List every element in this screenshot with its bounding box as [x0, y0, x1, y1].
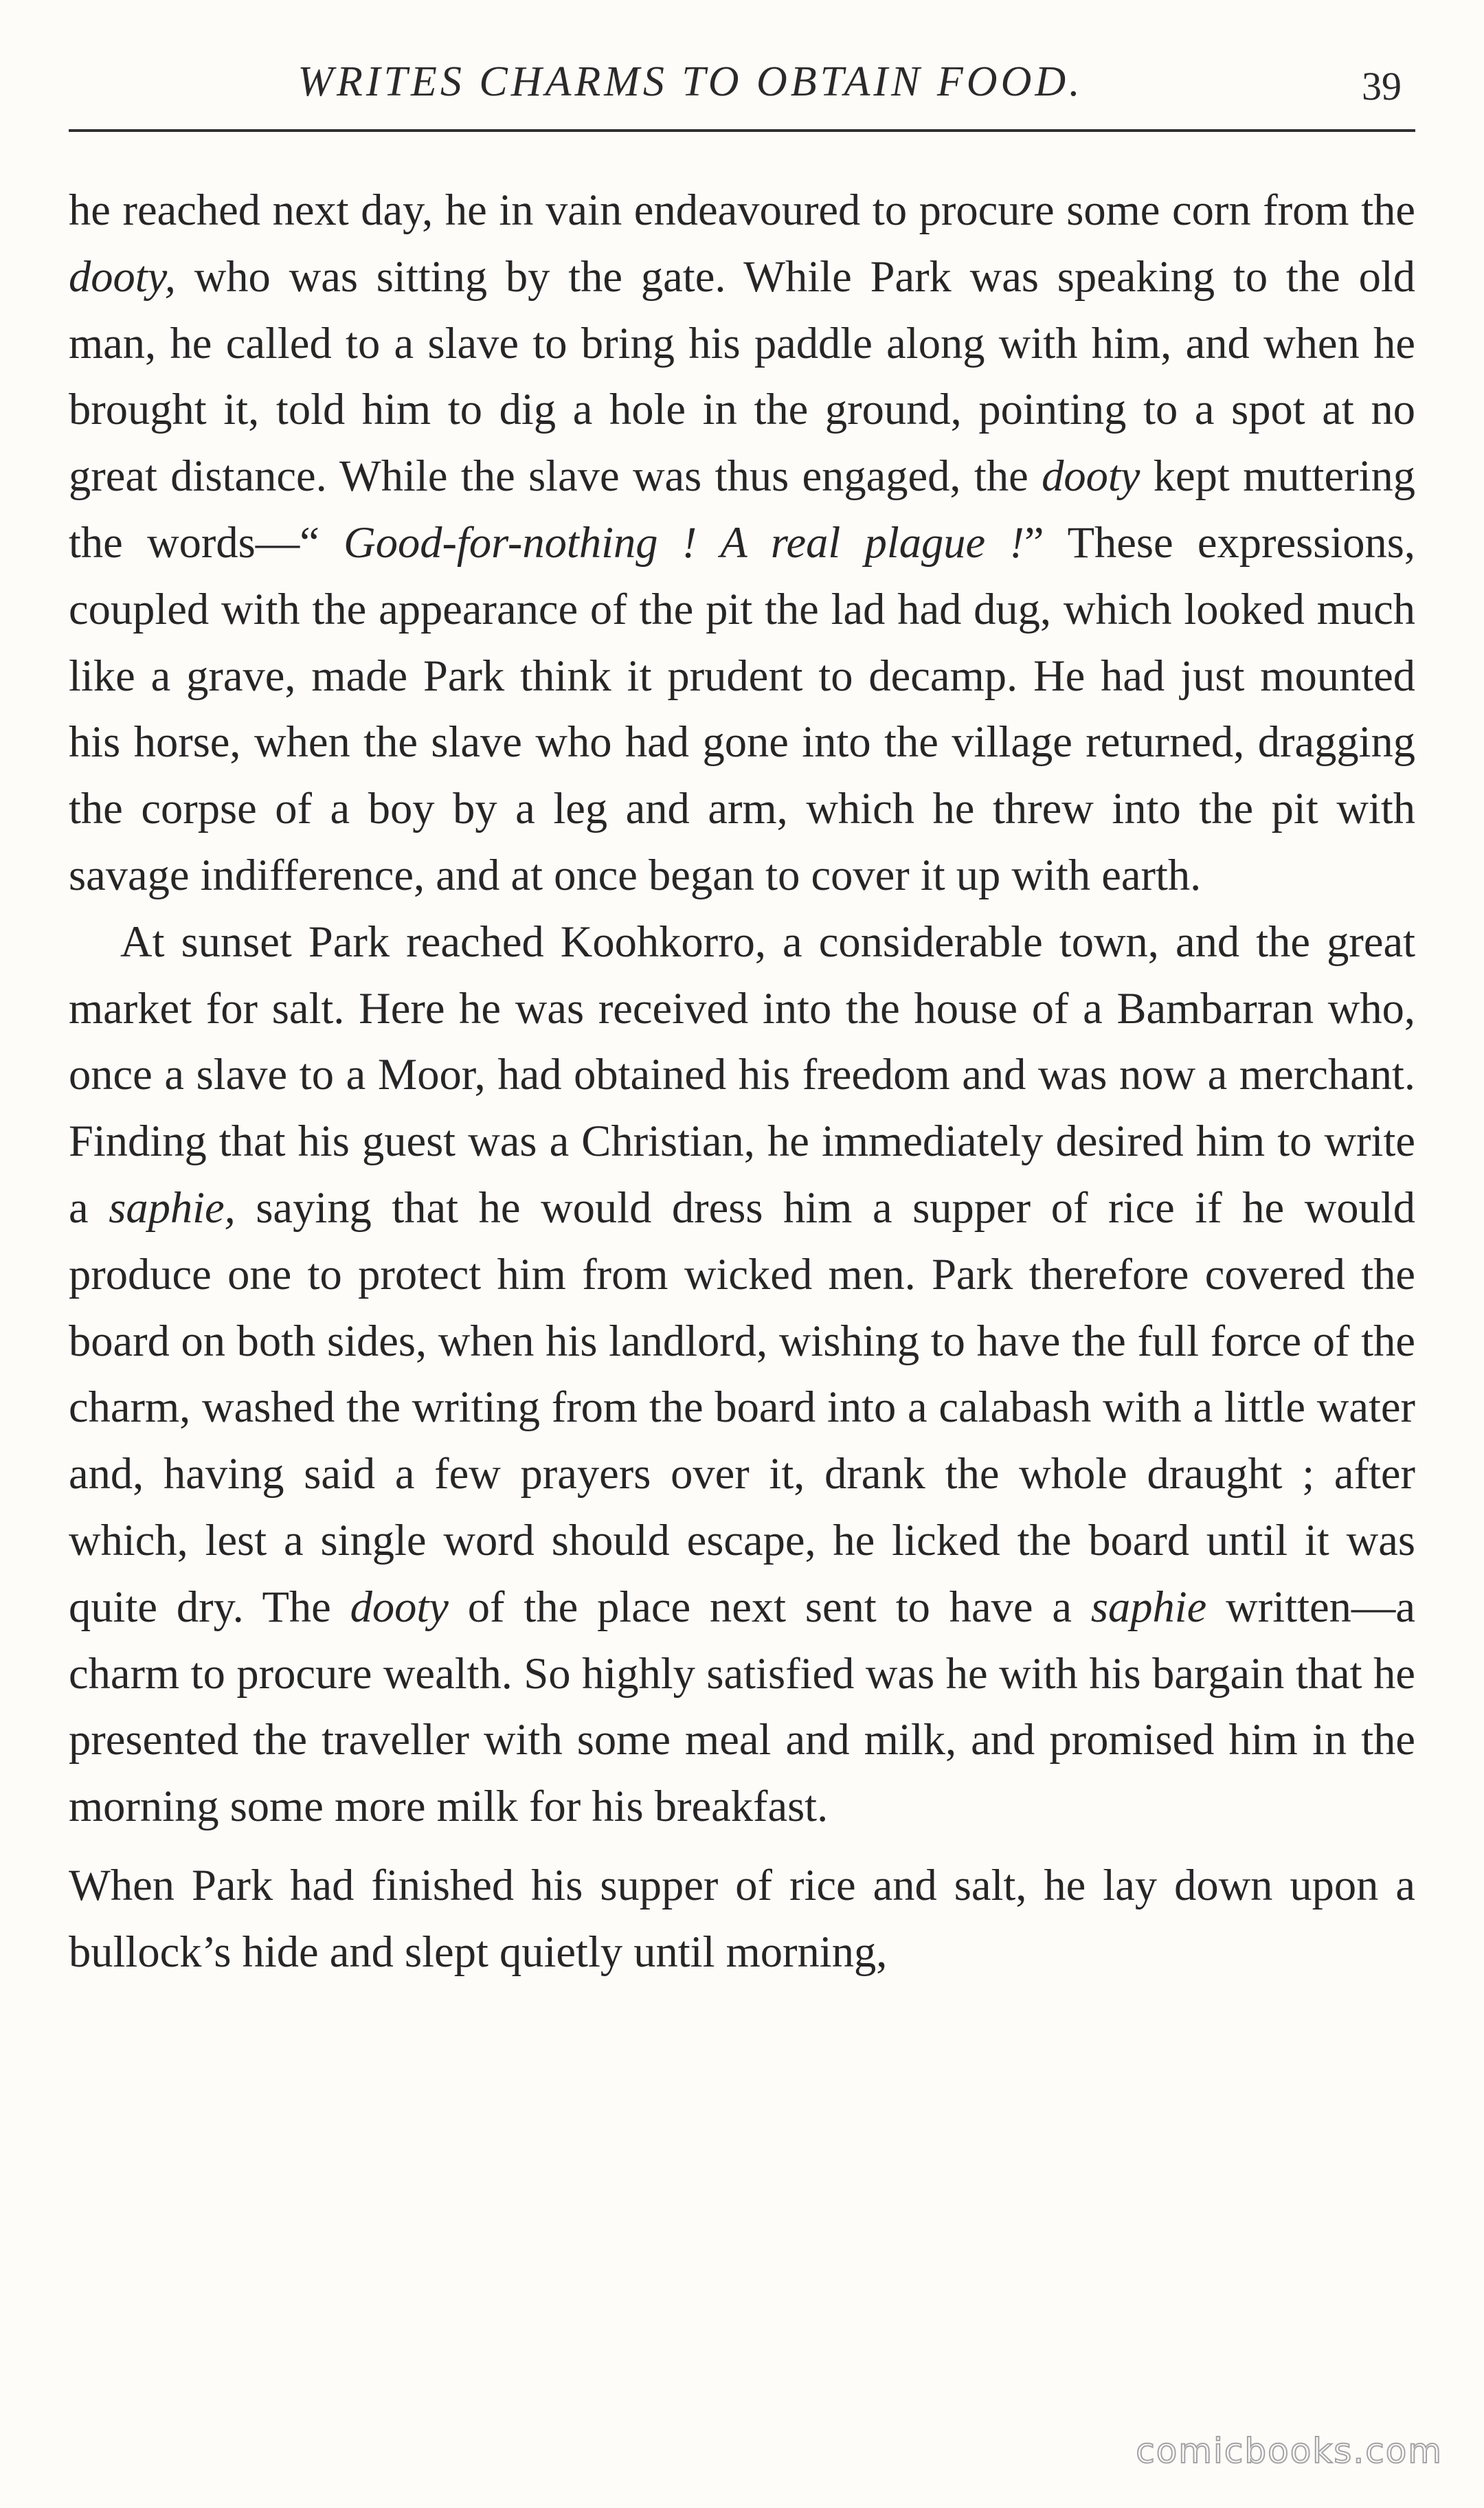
- paragraph-2: [69, 909, 1415, 1840]
- paragraph-1: [69, 177, 1415, 909]
- italic-text: Good-for-nothing ! A real plague !: [344, 517, 1024, 567]
- text-run: of the place next sent to have a: [448, 1582, 1091, 1631]
- book-page: [69, 0, 1415, 2508]
- text-run: saying that he would dress him a supper of rice if he would produce one to protect him from wicked men. Park therefore covered the board on both sides, when his landlord, wishing to have the full force of the charm, washed the writing from the board into a calabash with a little water and, having said a few prayers over it, drank the whole draught ; after which, lest a single word should escape, he licked the board until it was quite dry. The: [69, 1183, 1415, 1631]
- italic-text: dooty,: [69, 251, 176, 301]
- page-number: 39: [1362, 64, 1402, 109]
- text-run: who was sitting by the gate. While Park was speaking to the old man, he called to a slave to bring his paddle along with him, and when he brought it, told him to dig a hole in the ground, pointing to a spot at no great distance. While the slave was thus engaged, the: [69, 251, 1415, 501]
- italic-text: saphie,: [109, 1183, 236, 1232]
- paragraph-3: [69, 1852, 1415, 1986]
- text-run: When Park had finished his supper of rice and salt, he lay down upon a bullock’s hide and slept quietly until morning,: [69, 1860, 1415, 1976]
- body-text: [69, 177, 1415, 1986]
- watermark: comicbooks.com: [1136, 2431, 1443, 2471]
- text-run: At sunset Park reached Koohkorro, a considerable town, and the great market for salt. Here he was received into the house of a Bambarran who, once a slave to a Moor, had obtained his freedom and was now a merchant. Finding that his guest was a Christian, he immediately desired him to write a: [69, 917, 1415, 1232]
- text-run: he reached next day, he in vain endeavoured to procure some corn from the: [69, 186, 1415, 234]
- text-run: ” These expressions, coupled with the appearance of the pit the lad had dug, which looked much like a grave, made Park think it prudent to decamp. He had just mounted his horse, when the slave who had gone into the village returned, dragging the corpse of a boy by a leg and arm, which he threw into the pit with savage indifference, and at once began to cover it up with earth.: [69, 517, 1415, 899]
- text-run: kept muttering the words—“: [69, 451, 1415, 567]
- running-title: WRITES CHARMS TO OBTAIN FOOD.: [297, 58, 1083, 105]
- italic-text: saphie: [1090, 1582, 1207, 1631]
- italic-text: dooty: [350, 1582, 449, 1631]
- italic-text: dooty: [1042, 451, 1140, 501]
- running-header: [69, 54, 1415, 132]
- text-run: written—a charm to procure wealth. So highly satisfied was he with his bargain that he presented the traveller with some meal and milk, and promised him in the morning some more milk for his breakfast.: [69, 1582, 1415, 1831]
